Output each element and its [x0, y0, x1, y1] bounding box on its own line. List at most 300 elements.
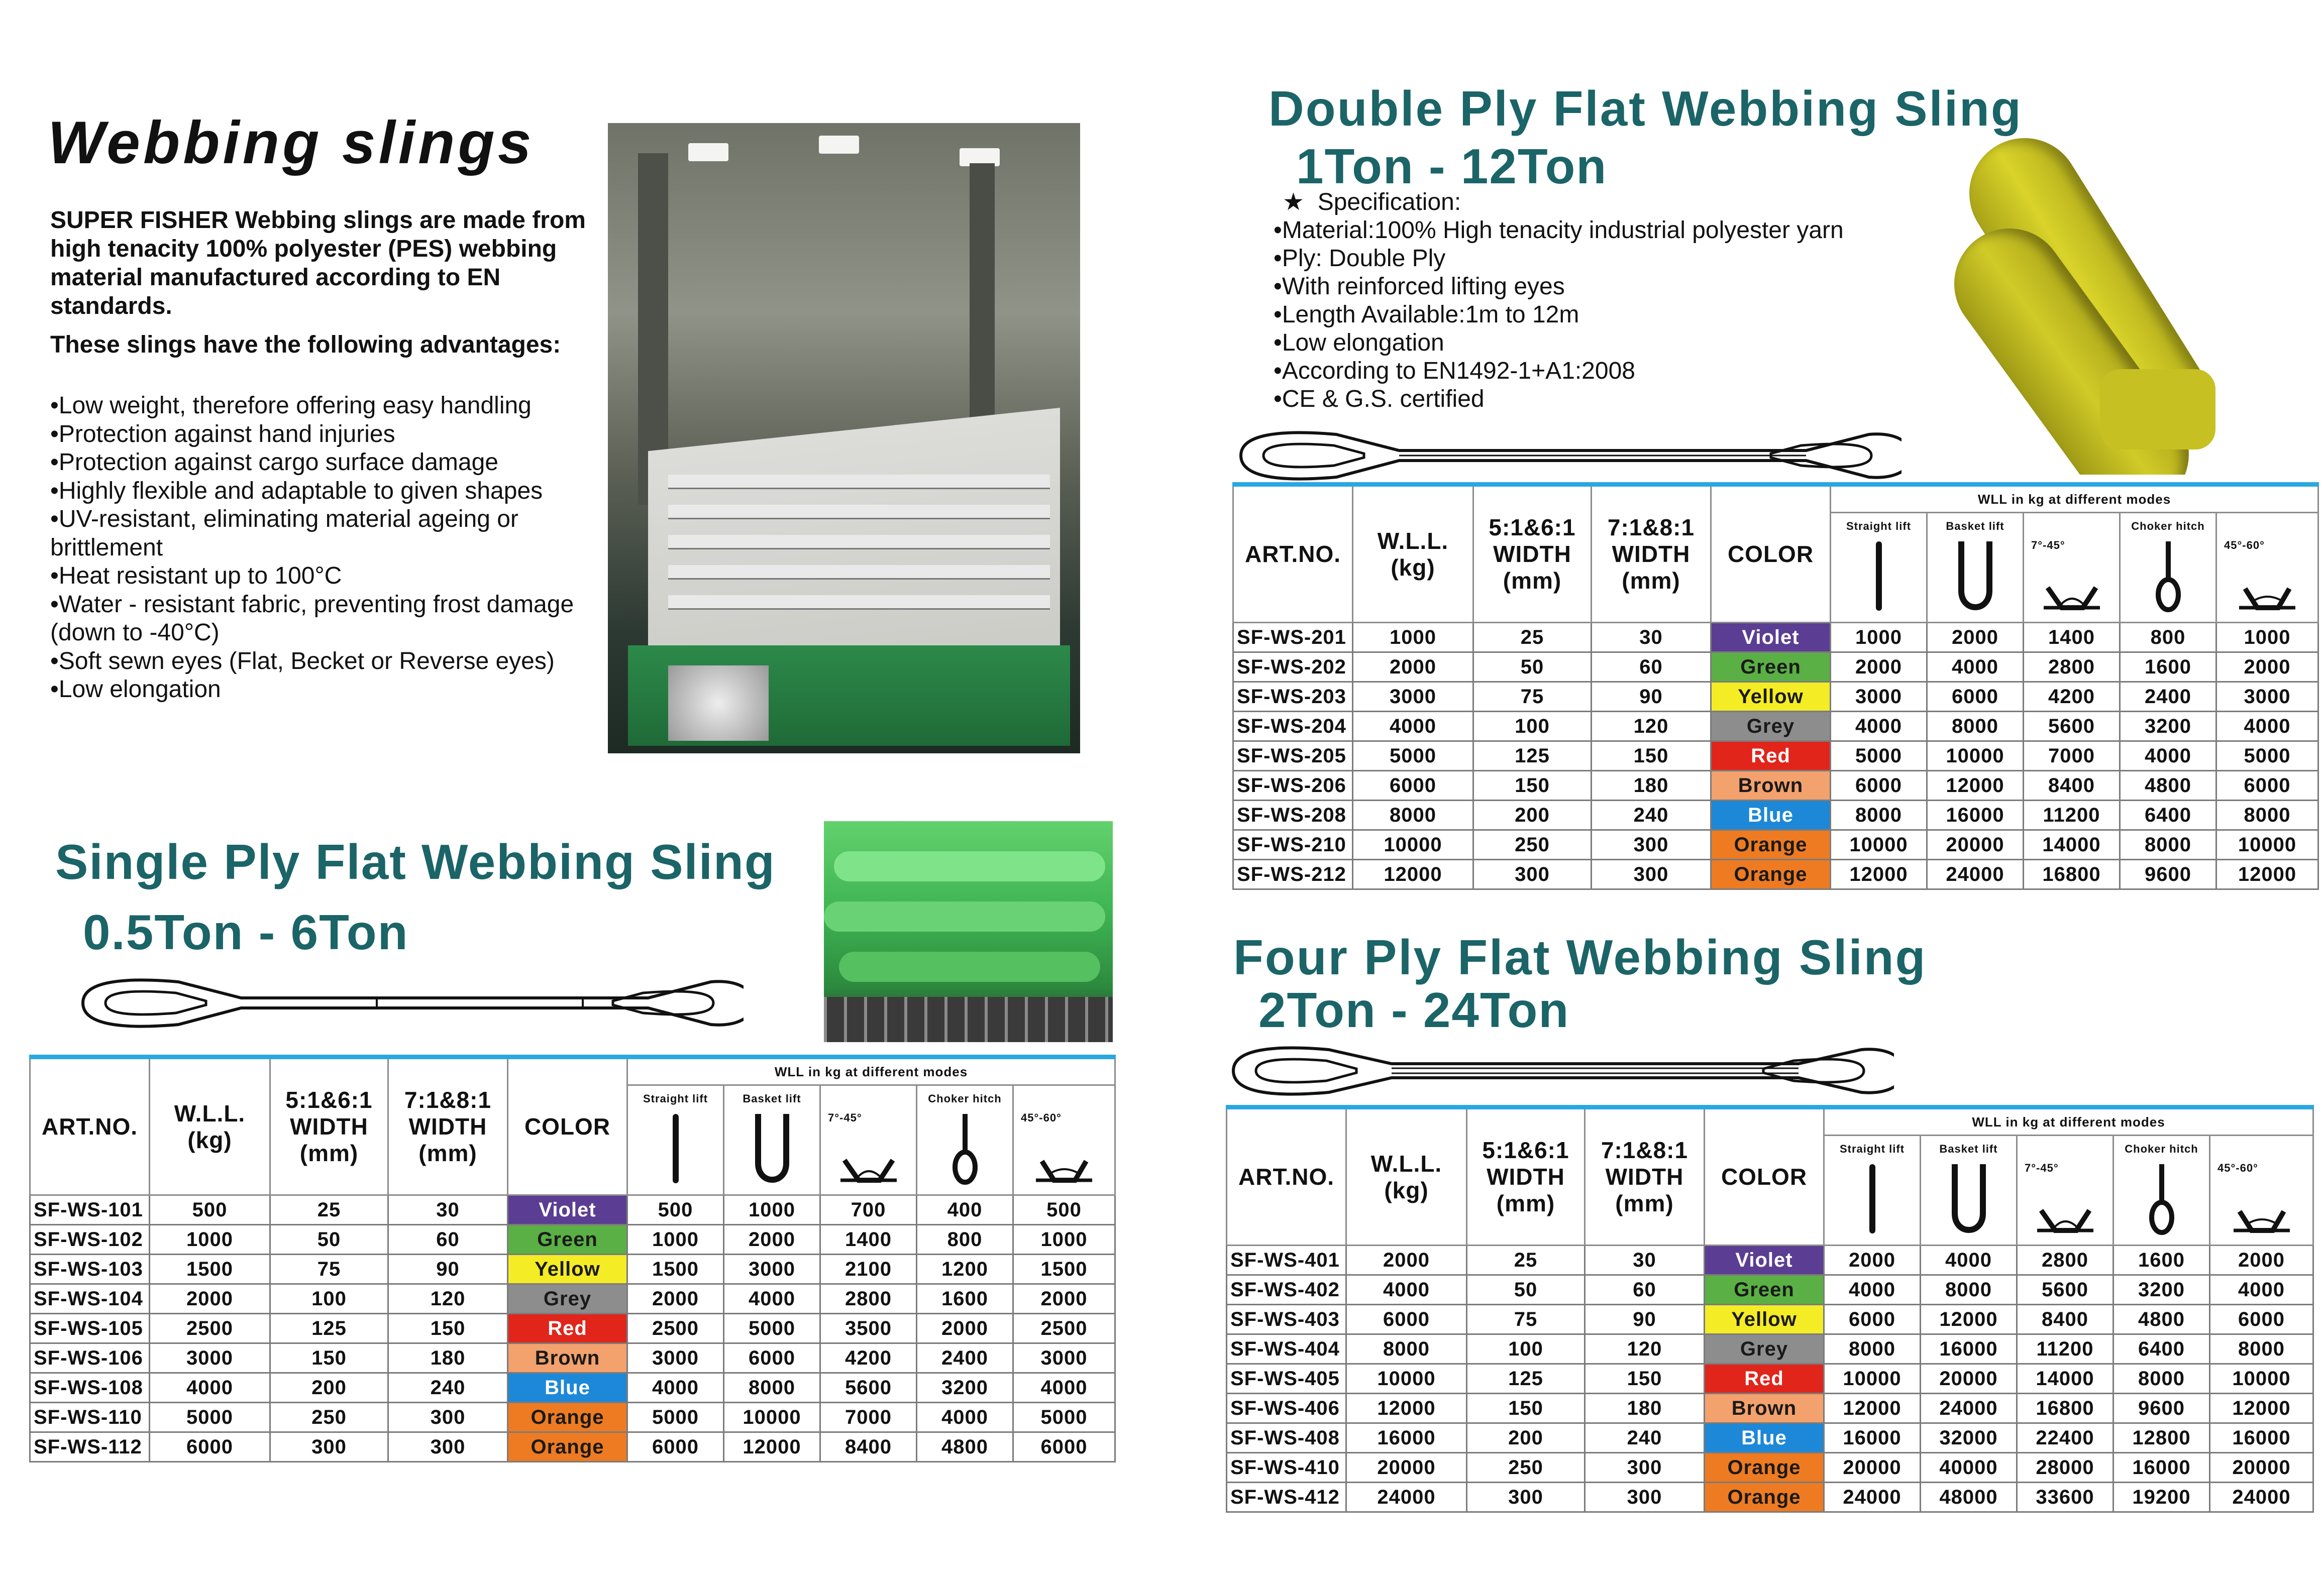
advantage-item: • Highly flexible and adaptable to given shapes	[50, 477, 613, 506]
cell-art-no: SF-WS-412	[1227, 1483, 1346, 1512]
cell-art-no: SF-WS-204	[1233, 712, 1353, 741]
mode-label: Basket lift	[743, 1092, 801, 1105]
cell-choker-hitch: 4000	[2120, 741, 2216, 771]
cell-straight-lift: 10000	[1831, 830, 1927, 860]
cell-choker-hitch: 2400	[2120, 682, 2216, 712]
table-row	[1233, 801, 2318, 830]
cell-basket-lift: 2000	[724, 1225, 820, 1255]
cell-width-a: 200	[270, 1373, 388, 1403]
cell-angle-7-45: 5600	[820, 1373, 917, 1403]
cell-choker-hitch: 2400	[917, 1343, 1013, 1373]
cell-color: Brown	[508, 1343, 627, 1373]
cell-wll: 2000	[150, 1284, 270, 1314]
cell-angle-7-45: 28000	[2017, 1453, 2114, 1483]
cell-choker-hitch: 800	[2120, 623, 2216, 652]
four-ply-range: 2Ton - 24Ton	[1258, 982, 1570, 1038]
cell-wll: 16000	[1346, 1423, 1467, 1453]
cell-angle-7-45: 16800	[2017, 1394, 2114, 1423]
cell-wll: 5000	[1353, 741, 1473, 771]
mode-straight-lift	[627, 1085, 724, 1195]
cell-wll: 1000	[1353, 623, 1473, 652]
cell-color: Orange	[508, 1403, 627, 1432]
cell-angle-45-60: 5000	[2216, 741, 2318, 771]
table-row	[30, 1255, 1115, 1284]
cell-color: Yellow	[1705, 1305, 1824, 1334]
cell-width-b: 90	[388, 1255, 508, 1284]
cell-basket-lift: 32000	[1921, 1423, 2017, 1453]
header-wll: W.L.L. (kg)	[1353, 485, 1473, 623]
cell-wll: 8000	[1346, 1334, 1467, 1364]
spec-heading: ★ Specification:	[1274, 188, 1844, 216]
cell-straight-lift: 6000	[1831, 771, 1927, 801]
cell-choker-hitch: 4800	[2120, 771, 2216, 801]
cell-width-b: 120	[1585, 1334, 1705, 1364]
cell-choker-hitch: 1200	[917, 1255, 1013, 1284]
cell-angle-7-45: 2800	[2017, 1246, 2114, 1275]
cell-color: Blue	[1705, 1423, 1824, 1453]
cell-angle-45-60: 4000	[1013, 1373, 1115, 1403]
cell-art-no: SF-WS-104	[30, 1284, 150, 1314]
cell-art-no: SF-WS-408	[1227, 1423, 1346, 1453]
cell-angle-45-60: 3000	[2216, 682, 2318, 712]
cell-width-b: 60	[388, 1225, 508, 1255]
cell-width-b: 300	[388, 1403, 508, 1432]
cell-wll: 20000	[1346, 1453, 1467, 1483]
advantage-item: • Soft sewn eyes (Flat, Becket or Reverse eyes)	[50, 647, 613, 676]
cell-wll: 3000	[1353, 682, 1473, 712]
cell-wll: 12000	[1346, 1394, 1467, 1423]
cell-art-no: SF-WS-401	[1227, 1246, 1346, 1275]
advantage-item: • UV-resistant, eliminating material ageing or brittlement	[50, 505, 613, 562]
table-row	[30, 1343, 1115, 1373]
cell-wll: 2500	[150, 1314, 270, 1343]
cell-basket-lift: 48000	[1921, 1483, 2017, 1512]
cell-basket-lift: 6000	[1927, 682, 2024, 712]
cell-basket-lift: 24000	[1927, 860, 2024, 889]
mode-basket-lift	[1927, 513, 2024, 623]
cell-art-no: SF-WS-112	[30, 1432, 150, 1462]
cell-width-a: 75	[1473, 682, 1592, 712]
mode-label: Straight lift	[1839, 1143, 1905, 1155]
cell-width-a: 150	[270, 1343, 388, 1373]
cell-color: Brown	[1711, 771, 1831, 801]
cell-straight-lift: 2000	[627, 1284, 724, 1314]
header-width-b: 7:1&8:1 WIDTH (mm)	[1592, 485, 1711, 623]
cell-straight-lift: 4000	[1831, 712, 1927, 741]
cell-width-b: 300	[1592, 860, 1711, 889]
spec-item: • Low elongation	[1274, 329, 1844, 357]
cell-basket-lift: 4000	[1927, 652, 2024, 682]
cell-width-a: 100	[1467, 1334, 1585, 1364]
cell-art-no: SF-WS-108	[30, 1373, 150, 1403]
table-row	[30, 1314, 1115, 1343]
cell-angle-7-45: 33600	[2017, 1483, 2114, 1512]
cell-straight-lift: 3000	[627, 1343, 724, 1373]
cell-art-no: SF-WS-410	[1227, 1453, 1346, 1483]
cell-color: Violet	[1711, 623, 1831, 652]
cell-color: Violet	[1705, 1246, 1824, 1275]
cell-angle-7-45: 5600	[2024, 712, 2120, 741]
single-ply-range: 0.5Ton - 6Ton	[83, 905, 409, 960]
table-row	[1227, 1453, 2313, 1483]
yellow-slings-photo	[1949, 128, 2251, 475]
table-row	[1233, 623, 2318, 652]
cell-angle-7-45: 4200	[820, 1343, 917, 1373]
mode-choker-hitch	[2120, 513, 2216, 623]
cell-width-b: 60	[1592, 652, 1711, 682]
cell-basket-lift: 16000	[1927, 801, 2024, 830]
cell-angle-45-60: 16000	[2210, 1423, 2313, 1453]
cell-angle-45-60: 2500	[1013, 1314, 1115, 1343]
cell-art-no: SF-WS-206	[1233, 771, 1353, 801]
cell-angle-7-45: 16800	[2024, 860, 2120, 889]
cell-angle-7-45: 5600	[2017, 1275, 2114, 1305]
cell-angle-7-45: 8400	[2024, 771, 2120, 801]
cell-wll: 8000	[1353, 801, 1473, 830]
mode-label: 45°-60°	[1021, 1111, 1062, 1124]
header-wll-modes: WLL in kg at different modes	[1824, 1107, 2313, 1136]
cell-width-a: 100	[1473, 712, 1592, 741]
cell-color: Grey	[508, 1284, 627, 1314]
mode-label: Choker hitch	[2131, 520, 2205, 532]
cell-width-a: 200	[1467, 1423, 1585, 1453]
cell-art-no: SF-WS-404	[1227, 1334, 1346, 1364]
cell-wll: 12000	[1353, 860, 1473, 889]
double-ply-table	[1232, 482, 2319, 890]
cell-width-a: 250	[270, 1403, 388, 1432]
cell-basket-lift: 8000	[724, 1373, 820, 1403]
mode-label: Choker hitch	[2125, 1143, 2198, 1155]
cell-width-b: 180	[1585, 1394, 1705, 1423]
cell-width-a: 25	[1473, 623, 1592, 652]
cell-width-a: 125	[270, 1314, 388, 1343]
table-row	[1227, 1394, 2313, 1423]
cell-basket-lift: 10000	[1927, 741, 2024, 771]
cell-choker-hitch: 3200	[917, 1373, 1013, 1403]
header-art-no: ART.NO.	[30, 1057, 150, 1195]
advantage-item: • Water - resistant fabric, preventing frost damage (down to -40°C)	[50, 591, 613, 647]
cell-angle-45-60: 1000	[2216, 623, 2318, 652]
table-row	[1233, 682, 2318, 712]
cell-width-b: 240	[1585, 1423, 1705, 1453]
cell-angle-45-60: 5000	[1013, 1403, 1115, 1432]
cell-choker-hitch: 9600	[2120, 860, 2216, 889]
mode-basket-lift	[1921, 1136, 2017, 1246]
table-row	[1233, 860, 2318, 889]
cell-width-a: 50	[270, 1225, 388, 1255]
table-row	[1227, 1483, 2313, 1512]
cell-color: Blue	[1711, 801, 1831, 830]
table-row	[30, 1284, 1115, 1314]
cell-choker-hitch: 16000	[2114, 1453, 2210, 1483]
cell-choker-hitch: 19200	[2114, 1483, 2210, 1512]
cell-basket-lift: 10000	[724, 1403, 820, 1432]
cell-straight-lift: 10000	[1824, 1364, 1921, 1394]
cell-width-b: 30	[1585, 1246, 1705, 1275]
cell-basket-lift: 16000	[1921, 1334, 2017, 1364]
cell-basket-lift: 24000	[1921, 1394, 2017, 1423]
cell-straight-lift: 12000	[1831, 860, 1927, 889]
cell-angle-45-60: 10000	[2210, 1364, 2313, 1394]
double-ply-sling-diagram	[1233, 424, 1902, 487]
table-row	[1233, 712, 2318, 741]
cell-wll: 1500	[150, 1255, 270, 1284]
header-width-a: 5:1&6:1 WIDTH (mm)	[1473, 485, 1592, 623]
cell-width-a: 50	[1467, 1275, 1585, 1305]
table-row	[1227, 1364, 2313, 1394]
header-wll-modes: WLL in kg at different modes	[1831, 485, 2318, 513]
table-row	[1227, 1334, 2313, 1364]
table-row	[1227, 1275, 2313, 1305]
cell-width-a: 25	[270, 1195, 388, 1225]
cell-width-a: 300	[1467, 1483, 1585, 1512]
double-ply-title: Double Ply Flat Webbing Sling	[1269, 81, 2023, 136]
header-art-no: ART.NO.	[1227, 1107, 1346, 1246]
header-width-a: 5:1&6:1 WIDTH (mm)	[270, 1057, 388, 1195]
cell-width-b: 300	[1585, 1483, 1705, 1512]
cell-straight-lift: 24000	[1824, 1483, 1921, 1512]
cell-wll: 10000	[1346, 1364, 1467, 1394]
cell-art-no: SF-WS-210	[1233, 830, 1353, 860]
cell-width-a: 150	[1473, 771, 1592, 801]
spec-item: • Ply: Double Ply	[1274, 245, 1844, 273]
mode-straight-lift	[1824, 1136, 1921, 1246]
mode-label: 45°-60°	[2217, 1162, 2258, 1174]
advantage-item: • Low weight, therefore offering easy handling	[50, 392, 613, 420]
cell-angle-7-45: 3500	[820, 1314, 917, 1343]
cell-wll: 6000	[1353, 771, 1473, 801]
cell-angle-45-60: 6000	[2210, 1305, 2313, 1334]
cell-width-b: 150	[1585, 1364, 1705, 1394]
cell-choker-hitch: 12800	[2114, 1423, 2210, 1453]
cell-art-no: SF-WS-201	[1233, 623, 1353, 652]
cell-art-no: SF-WS-106	[30, 1343, 150, 1373]
header-wll-modes: WLL in kg at different modes	[627, 1057, 1115, 1085]
cell-width-b: 90	[1585, 1305, 1705, 1334]
cell-choker-hitch: 800	[917, 1225, 1013, 1255]
cell-choker-hitch: 6400	[2120, 801, 2216, 830]
cell-color: Green	[1705, 1275, 1824, 1305]
cell-angle-7-45: 7000	[820, 1403, 917, 1432]
single-ply-sling-diagram	[75, 972, 744, 1035]
cell-straight-lift: 5000	[627, 1403, 724, 1432]
cell-art-no: SF-WS-403	[1227, 1305, 1346, 1334]
cell-choker-hitch: 4800	[2114, 1305, 2210, 1334]
cell-straight-lift: 16000	[1824, 1423, 1921, 1453]
cell-color: Orange	[508, 1432, 627, 1462]
cell-width-b: 240	[388, 1373, 508, 1403]
cell-width-a: 50	[1473, 652, 1592, 682]
mode-choker-hitch	[917, 1085, 1013, 1195]
cell-basket-lift: 40000	[1921, 1453, 2017, 1483]
cell-angle-45-60: 12000	[2210, 1394, 2313, 1423]
cell-art-no: SF-WS-402	[1227, 1275, 1346, 1305]
cell-basket-lift: 12000	[724, 1432, 820, 1462]
cell-angle-7-45: 11200	[2017, 1334, 2114, 1364]
cell-angle-7-45: 14000	[2024, 830, 2120, 860]
cell-width-b: 60	[1585, 1275, 1705, 1305]
cell-angle-45-60: 2000	[2216, 652, 2318, 682]
cell-color: Orange	[1711, 860, 1831, 889]
cell-choker-hitch: 9600	[2114, 1394, 2210, 1423]
cell-wll: 4000	[150, 1373, 270, 1403]
mode-basket-lift	[724, 1085, 820, 1195]
cell-width-a: 300	[1473, 860, 1592, 889]
cell-basket-lift: 20000	[1927, 830, 2024, 860]
cell-angle-7-45: 1400	[2024, 623, 2120, 652]
cell-color: Violet	[508, 1195, 627, 1225]
advantage-item: • Heat resistant up to 100°C	[50, 562, 613, 591]
cell-wll: 6000	[150, 1432, 270, 1462]
cell-straight-lift: 20000	[1824, 1453, 1921, 1483]
header-wll: W.L.L. (kg)	[1346, 1107, 1467, 1246]
cell-angle-45-60: 1000	[1013, 1225, 1115, 1255]
spec-item: • According to EN1492-1+A1:2008	[1274, 357, 1844, 385]
mode-label: 7°-45°	[2031, 539, 2065, 551]
cell-width-a: 200	[1473, 801, 1592, 830]
cell-straight-lift: 5000	[1831, 741, 1927, 771]
advantage-item: • Protection against hand injuries	[50, 420, 613, 449]
cell-width-b: 150	[1592, 741, 1711, 771]
advantage-item: • Low elongation	[50, 675, 613, 704]
cell-width-b: 120	[388, 1284, 508, 1314]
double-ply-range: 1Ton - 12Ton	[1296, 139, 1608, 194]
cell-width-b: 90	[1592, 682, 1711, 712]
table-row	[30, 1225, 1115, 1255]
cell-art-no: SF-WS-208	[1233, 801, 1353, 830]
cell-width-a: 75	[270, 1255, 388, 1284]
cell-angle-7-45: 14000	[2017, 1364, 2114, 1394]
cell-wll: 4000	[1353, 712, 1473, 741]
cell-angle-45-60: 20000	[2210, 1453, 2313, 1483]
cell-choker-hitch: 1600	[917, 1284, 1013, 1314]
mode-angle-7-45	[820, 1085, 917, 1195]
cell-wll: 3000	[150, 1343, 270, 1373]
cell-angle-7-45: 7000	[2024, 741, 2120, 771]
cell-angle-45-60: 8000	[2210, 1334, 2313, 1364]
cell-angle-45-60: 6000	[1013, 1432, 1115, 1462]
advantage-item: • Protection against cargo surface damage	[50, 448, 613, 477]
mode-label: Straight lift	[643, 1092, 708, 1105]
cell-basket-lift: 8000	[1921, 1275, 2017, 1305]
cell-art-no: SF-WS-103	[30, 1255, 150, 1284]
spec-item: • Material:100% High tenacity industrial polyester yarn	[1274, 216, 1844, 245]
cell-color: Green	[508, 1225, 627, 1255]
cell-color: Green	[1711, 652, 1831, 682]
single-ply-table	[29, 1055, 1116, 1462]
mode-angle-45-60	[1013, 1085, 1115, 1195]
cell-angle-7-45: 11200	[2024, 801, 2120, 830]
cell-straight-lift: 1000	[627, 1225, 724, 1255]
mode-angle-7-45	[2024, 513, 2120, 623]
table-row	[1227, 1246, 2313, 1275]
cell-choker-hitch: 4800	[917, 1432, 1013, 1462]
cell-choker-hitch: 4000	[917, 1403, 1013, 1432]
cell-art-no: SF-WS-105	[30, 1314, 150, 1343]
cell-angle-7-45: 2100	[820, 1255, 917, 1284]
table-row	[1227, 1423, 2313, 1453]
cell-art-no: SF-WS-212	[1233, 860, 1353, 889]
mode-angle-45-60	[2210, 1136, 2313, 1246]
cell-basket-lift: 5000	[724, 1314, 820, 1343]
cell-art-no: SF-WS-202	[1233, 652, 1353, 682]
cell-angle-45-60: 500	[1013, 1195, 1115, 1225]
cell-color: Red	[1705, 1364, 1824, 1394]
cell-width-b: 120	[1592, 712, 1711, 741]
cell-basket-lift: 1000	[724, 1195, 820, 1225]
table-row	[1233, 741, 2318, 771]
cell-wll: 24000	[1346, 1483, 1467, 1512]
cell-basket-lift: 20000	[1921, 1364, 2017, 1394]
cell-straight-lift: 4000	[627, 1373, 724, 1403]
cell-width-a: 250	[1467, 1453, 1585, 1483]
mode-label: 7°-45°	[2025, 1162, 2059, 1174]
mode-label: Choker hitch	[928, 1092, 1002, 1105]
cell-basket-lift: 3000	[724, 1255, 820, 1284]
mode-angle-45-60	[2216, 513, 2318, 623]
cell-color: Orange	[1705, 1453, 1824, 1483]
cell-wll: 1000	[150, 1225, 270, 1255]
cell-color: Yellow	[508, 1255, 627, 1284]
cell-angle-7-45: 22400	[2017, 1423, 2114, 1453]
table-row	[30, 1432, 1115, 1462]
table-row	[1233, 771, 2318, 801]
cell-art-no: SF-WS-405	[1227, 1364, 1346, 1394]
cell-basket-lift: 12000	[1921, 1305, 2017, 1334]
cell-color: Red	[508, 1314, 627, 1343]
cell-wll: 4000	[1346, 1275, 1467, 1305]
header-art-no: ART.NO.	[1233, 485, 1353, 623]
mode-label: Basket lift	[1946, 520, 2004, 532]
cell-width-a: 250	[1473, 830, 1592, 860]
cell-angle-7-45: 4200	[2024, 682, 2120, 712]
cell-width-b: 180	[388, 1343, 508, 1373]
cell-color: Blue	[508, 1373, 627, 1403]
table-row	[1233, 652, 2318, 682]
cell-choker-hitch: 8000	[2120, 830, 2216, 860]
cell-straight-lift: 1000	[1831, 623, 1927, 652]
cell-color: Orange	[1705, 1483, 1824, 1512]
cell-angle-45-60: 12000	[2216, 860, 2318, 889]
cell-choker-hitch: 1600	[2120, 652, 2216, 682]
cell-art-no: SF-WS-101	[30, 1195, 150, 1225]
cell-angle-7-45: 8400	[2017, 1305, 2114, 1334]
cell-angle-7-45: 700	[820, 1195, 917, 1225]
cell-wll: 6000	[1346, 1305, 1467, 1334]
cell-color: Grey	[1705, 1334, 1824, 1364]
cell-art-no: SF-WS-203	[1233, 682, 1353, 712]
cell-wll: 5000	[150, 1403, 270, 1432]
green-slings-photo	[824, 821, 1113, 1042]
spec-list	[1274, 216, 1844, 413]
mode-label: Basket lift	[1939, 1143, 1998, 1155]
cell-straight-lift: 8000	[1831, 801, 1927, 830]
cell-width-b: 30	[1592, 623, 1711, 652]
cell-angle-45-60: 8000	[2216, 801, 2318, 830]
cell-straight-lift: 2000	[1824, 1246, 1921, 1275]
header-color: COLOR	[1705, 1107, 1824, 1246]
four-ply-table	[1226, 1105, 2314, 1513]
advantages-list	[50, 392, 613, 704]
cell-angle-45-60: 3000	[1013, 1343, 1115, 1373]
cell-straight-lift: 8000	[1824, 1334, 1921, 1364]
cell-choker-hitch: 6400	[2114, 1334, 2210, 1364]
cell-color: Orange	[1711, 830, 1831, 860]
cell-width-b: 150	[388, 1314, 508, 1343]
cell-angle-7-45: 2800	[2024, 652, 2120, 682]
cell-color: Yellow	[1711, 682, 1831, 712]
cell-width-a: 125	[1467, 1364, 1585, 1394]
